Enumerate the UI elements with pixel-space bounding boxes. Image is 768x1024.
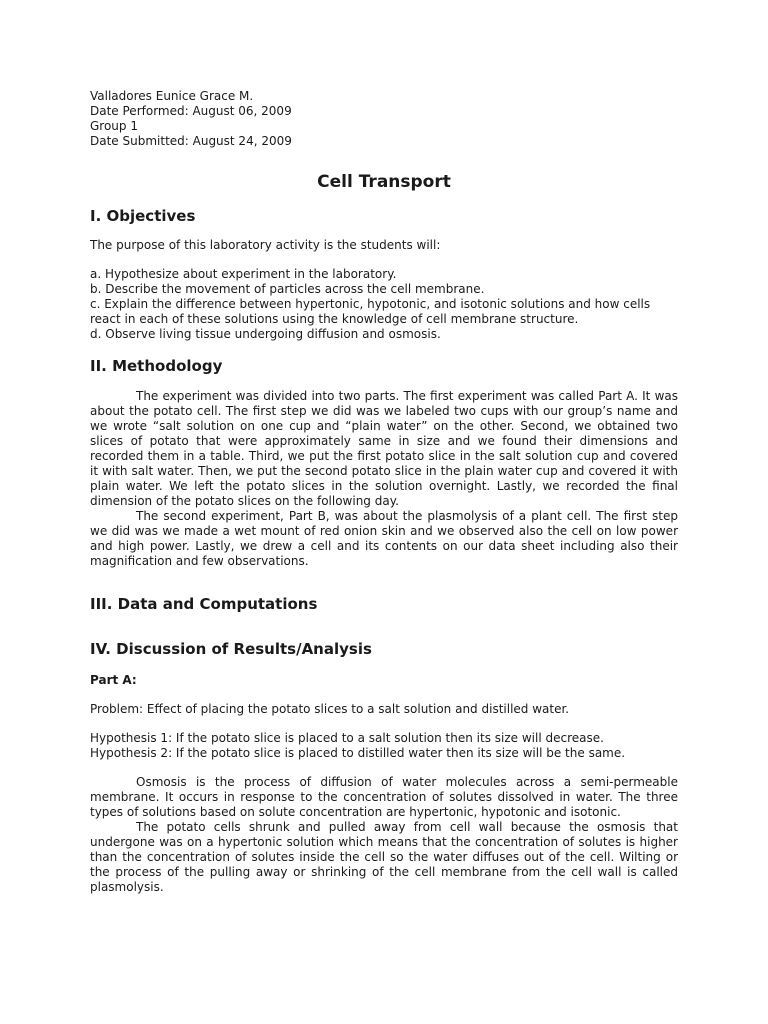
methodology-paragraph: The experiment was divided into two parts. The first experiment was called Part A. It was about the potato cell. The first step we did was we labeled two cups with our group’s name and we wrote “salt solution on one cup and “plain water” on the other. Second, we obtained two slices of potato that were approximately same in size and we found their dimensions and recorded them in a table. Third, we put the first potato slice in the salt solution cup and covered it with salt water. Then, we put the second potato slice in the plain water cup and covered it with plain water. We left the potato slices in the solution overnight. Lastly, we recorded the final dimension of the potato slices on the following day. [90, 389, 678, 508]
methodology-paragraph: The second experiment, Part B, was about the plasmolysis of a plant cell. The first step we did was we made a wet mount of red onion skin and we observed also the cell on low power and high power. Lastly, we drew a cell and its contents on our data sheet including also their magnification and few observations. [90, 509, 678, 568]
objective-item: c. Explain the difference between hypertonic, hypotonic, and isotonic solutions and how cells react in each of these solutions using the knowledge of cell membrane structure. [90, 297, 651, 326]
objective-item: d. Observe living tissue undergoing diffusion and osmosis. [90, 327, 441, 341]
group-label: Group 1 [90, 119, 138, 133]
methodology-heading: II. Methodology [90, 357, 223, 375]
hypothesis-2: Hypothesis 2: If the potato slice is placed to distilled water then its size will be the same. [90, 746, 626, 760]
objective-item: a. Hypothesize about experiment in the laboratory. [90, 267, 397, 281]
document-title: Cell Transport [317, 172, 451, 192]
objectives-list [90, 267, 678, 342]
discussion-paragraph: The potato cells shrunk and pulled away from cell wall because the osmosis that undergone was on a hypertonic solution which means that the concentration of solutes is higher than the concentration of solutes inside the cell so the water diffuses out of the cell. Wilting or the process of the pulling away or shrinking of the cell membrane from the cell wall is called plasmolysis. [90, 820, 678, 894]
date-submitted: Date Submitted: August 24, 2009 [90, 134, 292, 148]
problem-statement: Problem: Effect of placing the potato slices to a salt solution and distilled water. [90, 702, 570, 716]
discussion-heading: IV. Discussion of Results/Analysis [90, 640, 372, 658]
hypothesis-1: Hypothesis 1: If the potato slice is placed to a salt solution then its size will decrease. [90, 731, 604, 745]
part-a-label: Part A: [90, 673, 137, 687]
header-block [90, 89, 678, 149]
date-performed: Date Performed: August 06, 2009 [90, 104, 292, 118]
discussion-paragraph: Osmosis is the process of diffusion of water molecules across a semi-permeable membrane. It occurs in response to the concentration of solutes dissolved in water. The three types of solutions based on solute concentration are hypertonic, hypotonic and isotonic. [90, 775, 678, 819]
author-name: Valladores Eunice Grace M. [90, 89, 254, 103]
objective-item: b. Describe the movement of particles across the cell membrane. [90, 282, 485, 296]
data-heading: III. Data and Computations [90, 595, 318, 613]
objectives-intro: The purpose of this laboratory activity is the students will: [90, 238, 441, 252]
objectives-heading: I. Objectives [90, 207, 196, 225]
document-page [90, 89, 678, 895]
